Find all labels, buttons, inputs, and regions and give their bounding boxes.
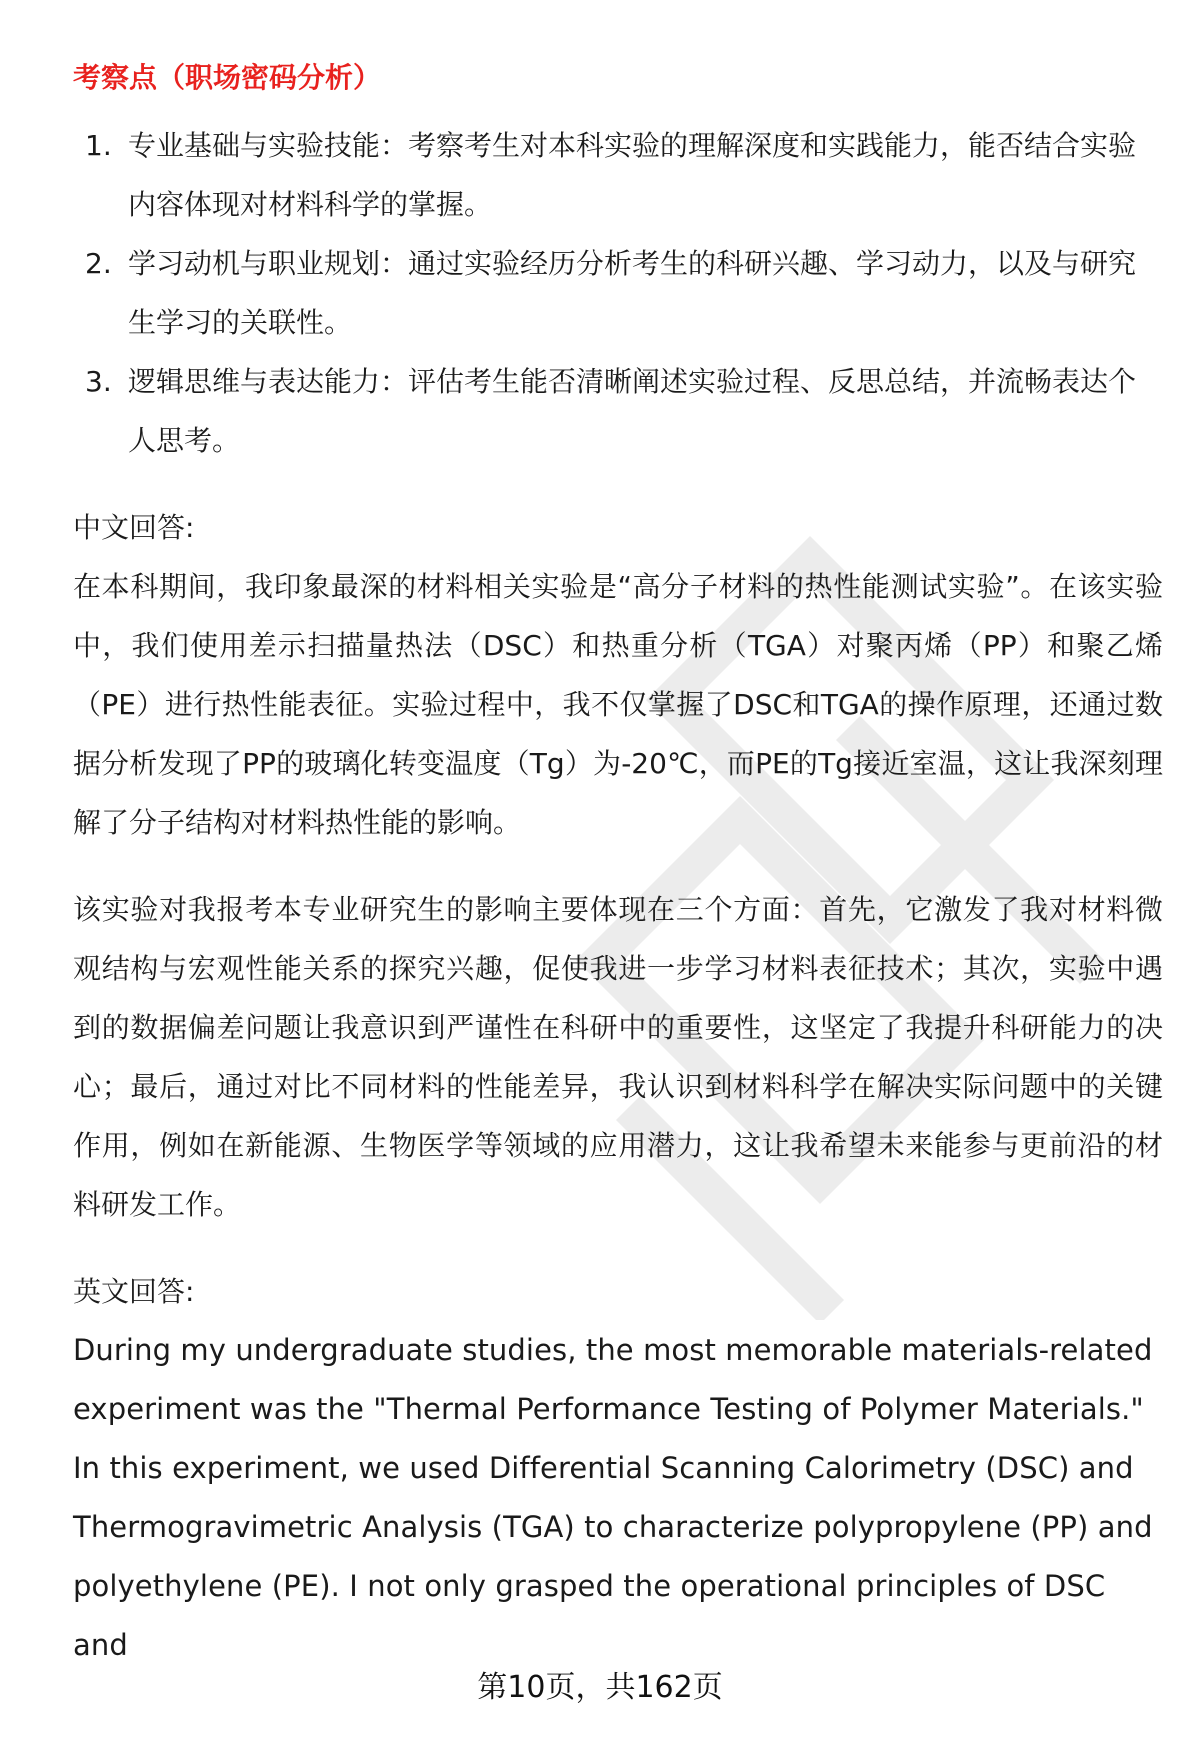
chinese-answer-label: 中文回答: — [73, 511, 195, 544]
list-item-number: 2. — [85, 247, 112, 280]
list-item — [73, 234, 1163, 352]
list-item — [73, 116, 1163, 234]
chinese-answer-paragraph-1: 在本科期间，我印象最深的材料相关实验是“高分子材料的热性能测试实验”。在该实验中，我们使用差示扫描量热法（DSC）和热重分析（TGA）对聚丙烯（PP）和聚乙烯（PE）进行热性能表征。实验过程中，我不仅掌握了DSC和TGA的操作原理，还通过数据分析发现了PP的玻璃化转变温度（Tg）为-20℃，而PE的Tg接近室温，这让我深刻理解了分子结构对材料热性能的影响。 — [73, 570, 1163, 839]
section-heading: 考察点（职场密码分析） — [73, 61, 382, 94]
examination-points-list — [73, 116, 1163, 470]
chinese-answer-paragraph-2: 该实验对我报考本专业研究生的影响主要体现在三个方面：首先，它激发了我对材料微观结构与宏观性能关系的探究兴趣，促使我进一步学习材料表征技术；其次，实验中遇到的数据偏差问题让我意识到严谨性在科研中的重要性，这坚定了我提升科研能力的决心；最后，通过对比不同材料的性能差异，我认识到材料科学在解决实际问题中的关键作用，例如在新能源、生物医学等领域的应用潜力，这让我希望未来能参与更前沿的材料研发工作。 — [73, 893, 1163, 1221]
list-item-number: 1. — [85, 129, 112, 162]
list-item-text: 专业基础与实验技能：考察考生对本科实验的理解深度和实践能力，能否结合实验内容体现对材料科学的掌握。 — [128, 129, 1137, 221]
english-answer-paragraph: During my undergraduate studies, the most memorable materials-related experiment was the "Thermal Performance Testing of Polymer Materials." In this experiment, we used Differential Scanning Calorimetry (DSC) and Thermogravimetric Analysis (TGA) to characterize polypropylene (PP) and polyethylene (PE). I not only grasped the operational principles of DSC and — [73, 1333, 1153, 1662]
list-item — [73, 352, 1163, 470]
list-item-text: 学习动机与职业规划：通过实验经历分析考生的科研兴趣、学习动力，以及与研究生学习的关联性。 — [128, 247, 1137, 339]
english-answer-label: 英文回答: — [73, 1275, 195, 1308]
content-area — [73, 58, 1163, 1675]
list-item-text: 逻辑思维与表达能力：评估考生能否清晰阐述实验过程、反思总结，并流畅表达个人思考。 — [128, 365, 1137, 457]
list-item-number: 3. — [85, 365, 112, 398]
page-number-footer: 第10页，共162页 — [477, 1670, 723, 1705]
